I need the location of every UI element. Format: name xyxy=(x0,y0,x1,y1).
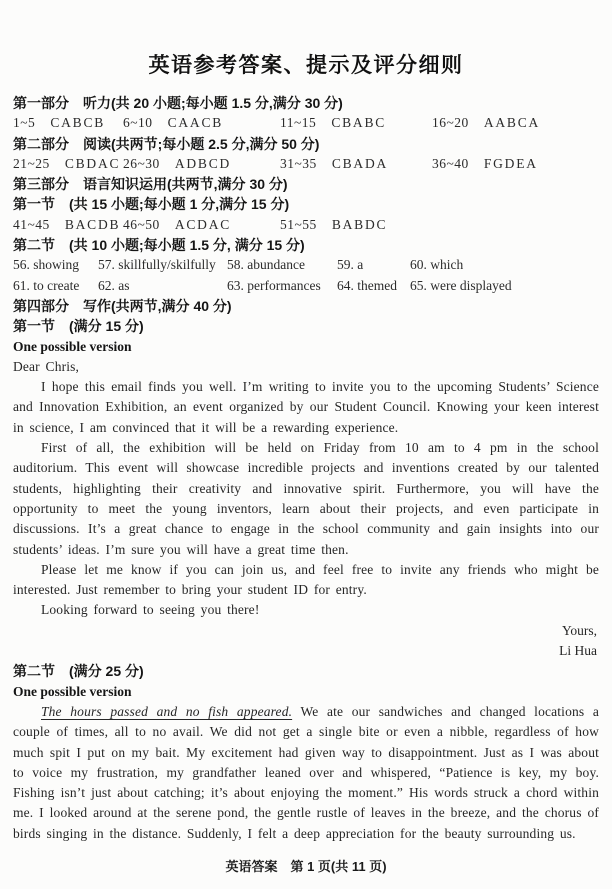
part4-header: 第四部分 写作(共两节,满分 40 分) xyxy=(13,297,232,314)
answer-pair xyxy=(13,215,123,235)
part2-header: 第二部分 阅读(共两节;每小题 2.5 分,满分 50 分) xyxy=(13,135,320,152)
answer-letters: FGDEA xyxy=(483,155,538,171)
answer-pair xyxy=(280,113,432,133)
letter-signature: Li Hua xyxy=(559,643,597,659)
answer-letters: CABCB xyxy=(50,115,106,131)
answer-pair xyxy=(432,113,599,133)
answer-pair-empty xyxy=(432,215,599,235)
word-answer: 56. showing xyxy=(13,257,80,273)
essay-paragraph xyxy=(13,702,599,844)
answer-letters: CAACB xyxy=(167,115,224,131)
answer-letters: CBABC xyxy=(331,115,387,131)
word-answer: 60. which xyxy=(410,257,464,273)
part3-section1-answer-row xyxy=(13,215,599,235)
answer-letters: AABCA xyxy=(483,115,541,131)
answer-range: 6~10 xyxy=(123,115,153,131)
answer-pair xyxy=(432,154,599,174)
word-answer: 64. themed xyxy=(337,277,397,293)
page-title: 英语参考答案、提示及评分细则 xyxy=(148,54,464,77)
word-answer: 58. abundance xyxy=(227,257,305,273)
answer-range: 31~35 xyxy=(280,155,317,171)
part3-section2-answer-row-1 xyxy=(13,255,599,275)
part1-header: 第一部分 听力(共 20 小题;每小题 1.5 分,满分 30 分) xyxy=(13,95,343,111)
answer-letters: BABDC xyxy=(331,216,388,232)
part3-section2-answer-row-2 xyxy=(13,276,599,296)
part1-answer-row xyxy=(13,113,599,133)
letter-salutation: Dear Chris, xyxy=(13,358,80,374)
version-label: One possible version xyxy=(13,338,132,354)
answer-pair xyxy=(123,113,280,133)
answer-pair xyxy=(280,154,432,174)
answer-range: 51~55 xyxy=(280,216,317,232)
answer-pair xyxy=(13,154,123,174)
part3-section2-header: 第二节 (共 10 小题;每小题 1.5 分, 满分 15 分) xyxy=(13,237,305,254)
word-answer: 65. were displayed xyxy=(410,277,512,293)
letter-paragraph-3: Please let me know if you can join us, and feel free to invite any friends who might be interested. Just remember to bring your student ID for entry. xyxy=(13,561,599,598)
answer-range: 21~25 xyxy=(13,155,50,171)
letter-paragraph-1: I hope this email finds you well. I’m writing to invite you to the upcoming Students’ Science and Innovation Exhibition, an event organized by our Student Council. Knowing your keen interest in science, I am convinced that it will be a rewarding experience. xyxy=(13,379,599,435)
page-footer: 英语答案 第 1 页(共 11 页) xyxy=(225,859,387,874)
answer-letters: CBADA xyxy=(331,155,389,171)
answer-range: 41~45 xyxy=(13,216,50,232)
answer-letters: ADBCD xyxy=(174,155,232,171)
answer-range: 16~20 xyxy=(432,115,469,131)
answer-letters: CBDAC xyxy=(64,155,121,171)
part3-header: 第三部分 语言知识运用(共两节,满分 30 分) xyxy=(13,176,288,193)
part2-answer-row xyxy=(13,154,599,174)
answer-letters: BACDB xyxy=(64,216,121,232)
part4-section2-header: 第二节 (满分 25 分) xyxy=(13,663,144,680)
answer-range: 46~50 xyxy=(123,216,160,232)
answer-pair xyxy=(13,113,123,133)
part4-section1-header: 第一节 (满分 15 分) xyxy=(13,318,144,335)
essay-body: We ate our sandwiches and changed locations a couple of times, all to no avail. We did not get a single bite or even a nibble, regardless of how much spit I put on my bait. My excitement had given way to disappointment. Just as I was about to voice my frustration, my grandfather leaned over and whispered, “Patience is key, my boy. Fishing isn’t just about catching; it’s about enjoying the moment.” His words struck a chord within me. I looked around at the serene pond, the gentle rustle of leaves in the breeze, and the chorus of birds singing in the distance. Suddenly, I felt a deep appreciation for the beauty surrounding us. xyxy=(13,703,599,841)
answer-range: 1~5 xyxy=(13,115,36,131)
part3-section1-header: 第一节 (共 15 小题;每小题 1 分,满分 15 分) xyxy=(13,196,290,213)
answer-pair xyxy=(123,215,280,235)
answer-range: 11~15 xyxy=(280,115,317,131)
word-answer: 57. skillfully/skilfully xyxy=(98,257,216,273)
letter-paragraph-4: Looking forward to seeing you there! xyxy=(41,602,260,618)
answer-pair xyxy=(280,215,432,235)
answer-range: 26~30 xyxy=(123,155,160,171)
version-label: One possible version xyxy=(13,683,132,699)
word-answer: 62. as xyxy=(98,277,130,293)
answer-letters: ACDAC xyxy=(174,216,232,232)
letter-closing: Yours, xyxy=(561,622,597,638)
word-answer: 61. to create xyxy=(13,277,80,293)
word-answer: 63. performances xyxy=(227,277,321,293)
word-answer: 59. a xyxy=(337,257,364,273)
letter-paragraph-2: First of all, the exhibition will be held on Friday from 10 am to 4 pm in the school auditorium. This event will showcase incredible projects and inventions created by our talented students, highlighting their creativity and innovative spirit. Furthermore, you will have the opportunity to meet the young inventors, learn about their projects, and even participate in discussions. It’s a great chance to engage in the school community and gain insights into our students’ ideas. I’m sure you will have a great time then. xyxy=(13,440,599,557)
answer-pair xyxy=(123,154,280,174)
answer-range: 36~40 xyxy=(432,155,469,171)
essay-lead-in: The hours passed and no fish appeared. xyxy=(41,703,293,719)
